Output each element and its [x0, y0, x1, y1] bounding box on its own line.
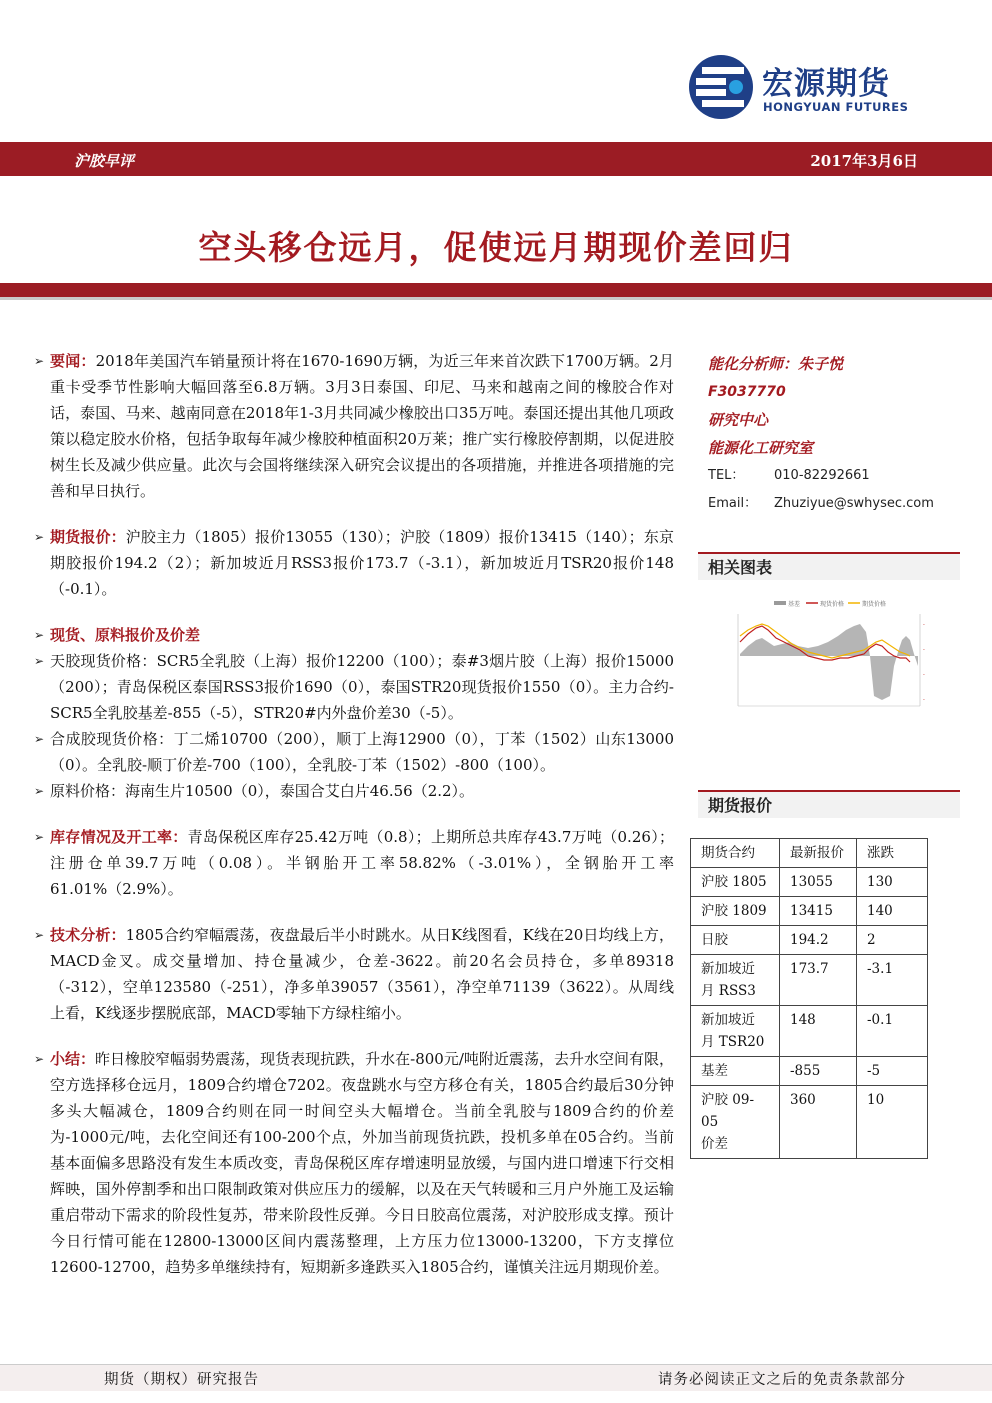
- tel-label: TEL：: [708, 468, 745, 483]
- analyst-email: [708, 490, 968, 518]
- section-news: [34, 348, 674, 504]
- bullet-arrow-icon: ➢: [34, 830, 45, 844]
- main-content: [34, 348, 674, 1300]
- section-futures: [34, 524, 674, 602]
- table-header: 最新报价: [780, 839, 857, 868]
- list-item-text: 原料价格：海南生片10500（0），泰国合艾白片46.56（2.2）。: [50, 782, 475, 800]
- legend-basis-swatch: [774, 601, 786, 605]
- table-header-row: [691, 839, 928, 868]
- table-cell: 沪胶 1809: [691, 897, 780, 926]
- list-item-text: 天胶现货价格：SCR5全乳胶（上海）报价12200（100）；泰#3烟片胶（上海）报价15000（200）；青岛保税区泰国RSS3报价1690（0），泰国STR20现货报价1550（0）。主力合约-SCR5全乳胶基差-855（-5），STR20#内外盘价差30（-5）。: [50, 652, 674, 722]
- section-heading: 要闻：: [50, 352, 96, 370]
- bullet-arrow-icon: ➢: [34, 1052, 45, 1066]
- table-row: [691, 897, 928, 926]
- list-item: [34, 648, 674, 726]
- report-date: 2017年3月6日: [810, 152, 918, 170]
- table-cell: 130: [857, 868, 928, 897]
- bullet-arrow-icon: ➢: [34, 654, 45, 668]
- bullet-arrow-icon: ➢: [34, 530, 45, 544]
- bullet-arrow-icon: ➢: [34, 732, 45, 746]
- logo-name-cn: 宏源期货: [762, 66, 890, 102]
- svg-text:-: -: [923, 697, 925, 703]
- report-category: 沪胶早评: [74, 152, 135, 170]
- email-label: Email：: [708, 496, 758, 511]
- bullet-arrow-icon: ➢: [34, 354, 45, 368]
- table-row: [691, 1006, 928, 1057]
- table-header: 期货合约: [691, 839, 780, 868]
- table-cell: 194.2: [780, 926, 857, 955]
- legend-futures: 期货价格: [862, 601, 887, 608]
- table-cell: 13415: [780, 897, 857, 926]
- table-cell: 日胶: [691, 926, 780, 955]
- analyst-dept: 能源化工研究室: [708, 439, 814, 457]
- table-cell: 13055: [780, 868, 857, 897]
- title-divider: [0, 283, 992, 297]
- bullet-arrow-icon: ➢: [34, 628, 45, 642]
- table-cell: -5: [857, 1057, 928, 1086]
- bullet-arrow-icon: ➢: [34, 784, 45, 798]
- section-body: 1805合约窄幅震荡，夜盘最后半小时跳水。从日K线图看，K线在20日均线上方，MACD金叉。成交量增加、持仓量减少，仓差-3622。前20名会员持仓，多单89318（-312），空单123580（-251），净多单39057（3561），净空单71139（3622）。从周线上看，K线逐步摆脱底部，MACD零轴下方绿柱缩小。: [50, 926, 674, 1022]
- section-inventory: [34, 824, 674, 902]
- company-logo: [688, 54, 938, 124]
- section-body: 沪胶主力（1805）报价13055（130）；沪胶（1809）报价13415（140）；东京期胶报价194.2（2）；新加坡近月RSS3报价173.7（-3.1），新加坡近月TSR20报价148（-0.1）。: [50, 528, 674, 598]
- analyst-license: F3037770: [708, 384, 786, 400]
- list-item: [34, 778, 674, 804]
- table-cell: 140: [857, 897, 928, 926]
- logo-name-en: HONGYUAN FUTURES: [763, 100, 909, 114]
- table-cell: 10: [857, 1086, 928, 1159]
- section-heading: 期货报价：: [50, 528, 126, 546]
- legend-basis: 基差: [788, 601, 801, 608]
- related-chart-heading: 相关图表: [698, 552, 960, 580]
- table-cell: -855: [780, 1057, 857, 1086]
- table-cell: 新加坡近 月 RSS3: [691, 955, 780, 1006]
- futures-table: [690, 838, 928, 1159]
- table-row: [691, 1086, 928, 1159]
- section-heading: 技术分析：: [50, 926, 126, 944]
- analyst-info: [708, 350, 968, 518]
- table-row: [691, 926, 928, 955]
- svg-text:-: -: [923, 647, 925, 653]
- related-chart: [698, 596, 950, 746]
- hongyuan-logo-icon: [688, 54, 754, 120]
- bullet-arrow-icon: ➢: [34, 928, 45, 942]
- table-cell: 沪胶 1805: [691, 868, 780, 897]
- list-item: [34, 726, 674, 778]
- report-title: 空头移仓远月，促使远月期现价差回归: [198, 228, 794, 267]
- svg-text:-: -: [923, 622, 925, 628]
- analyst-org: 研究中心: [708, 411, 769, 429]
- section-body: 昨日橡胶窄幅弱势震荡，现货表现抗跌，升水在-800元/吨附近震荡，去升水空间有限，空方选择移仓远月，1809合约增仓7202。夜盘跳水与空方移仓有关，1805合约最后30分钟多头大幅减仓，1809合约则在同一时间空头大幅增仓。当前全乳胶与1809合约的价差为-1000元/吨，去化空间还有100-200个点，外加当前现货抗跌，投机多单在05合约。当前基本面偏多思路没有发生本质改变，青岛保税区库存增速明显放缓，与国内进口增速下行交相辉映，国外停割季和出口限制政策对供应压力的缓解，以及在天气转暖和三月户外施工及运输重启带动下需求的阶段性复苏，带来阶段性反弹。今日日胶高位震荡，对沪胶形成支撑。预计今日行情可能在12800-13000区间内震荡整理，上方压力位13000-13200，下方支撑位12600-12700，趋势多单继续持有，短期新多逢跌买入1805合约，谨慎关注远月期现价差。: [50, 1050, 674, 1276]
- table-cell: -0.1: [857, 1006, 928, 1057]
- table-cell: 2: [857, 926, 928, 955]
- footer-left: 期货（期权）研究报告: [104, 1372, 259, 1388]
- table-row: [691, 1057, 928, 1086]
- table-header: 涨跌: [857, 839, 928, 868]
- analyst-name: 能化分析师：朱子悦: [708, 355, 844, 373]
- section-technical: [34, 922, 674, 1026]
- section-heading: 小结：: [50, 1050, 96, 1068]
- list-item-text: 合成胶现货价格：丁二烯10700（200），顺丁上海12900（0），丁苯（1502）山东13000（0）。全乳胶-顺丁价差-700（100），全乳胶-丁苯（1502）-800（100）。: [50, 730, 674, 774]
- table-row: [691, 868, 928, 897]
- table-cell: 148: [780, 1006, 857, 1057]
- tel-value: 010-82292661: [774, 468, 870, 483]
- footer-right: 请务必阅读正文之后的免责条款部分: [658, 1372, 906, 1388]
- header-bar: [0, 142, 992, 176]
- table-cell: 173.7: [780, 955, 857, 1006]
- page-footer: [0, 1364, 992, 1391]
- section-body: 2018年美国汽车销量预计将在1670-1690万辆，为近三年来首次跌下1700万辆。2月重卡受季节性影响大幅回落至6.8万辆。3月3日泰国、印尼、马来和越南之间的橡胶合作对话，泰国、马来、越南同意在2018年1-3月共同减少橡胶出口35万吨。泰国还提出其他几项政策以稳定胶水价格，包括争取每年减少橡胶种植面积20万莱；推广实行橡胶停割期，以促进胶树生长及减少供应量。此次与会国将继续深入研究会议提出的各项措施，并推进各项措施的完善和早日执行。: [50, 352, 674, 500]
- title-divider-shadow: [0, 297, 992, 300]
- email-value: Zhuziyue@swhysec.com: [774, 496, 934, 511]
- section-summary: [34, 1046, 674, 1280]
- related-chart-svg: [698, 596, 950, 746]
- futures-table-heading: 期货报价: [698, 790, 960, 818]
- section-body: 青岛保税区库存25.42万吨（0.8）；上期所总共库存43.7万吨（0.26）；注册仓单39.7万吨（0.08）。半钢胎开工率58.82%（-3.01%），全钢胎开工率61.01%（2.9%）。: [50, 828, 674, 898]
- section-spot: [34, 622, 674, 804]
- table-cell: 沪胶 09-05 价差: [691, 1086, 780, 1159]
- legend-spot: 现货价格: [820, 601, 845, 608]
- svg-text:-: -: [923, 672, 925, 678]
- table-cell: 360: [780, 1086, 857, 1159]
- table-cell: 新加坡近 月 TSR20: [691, 1006, 780, 1057]
- analyst-tel: [708, 462, 968, 490]
- section-heading: 库存情况及开工率：: [50, 828, 188, 846]
- table-row: [691, 955, 928, 1006]
- table-cell: 基差: [691, 1057, 780, 1086]
- section-heading: 现货、原料报价及价差: [50, 626, 201, 644]
- table-cell: -3.1: [857, 955, 928, 1006]
